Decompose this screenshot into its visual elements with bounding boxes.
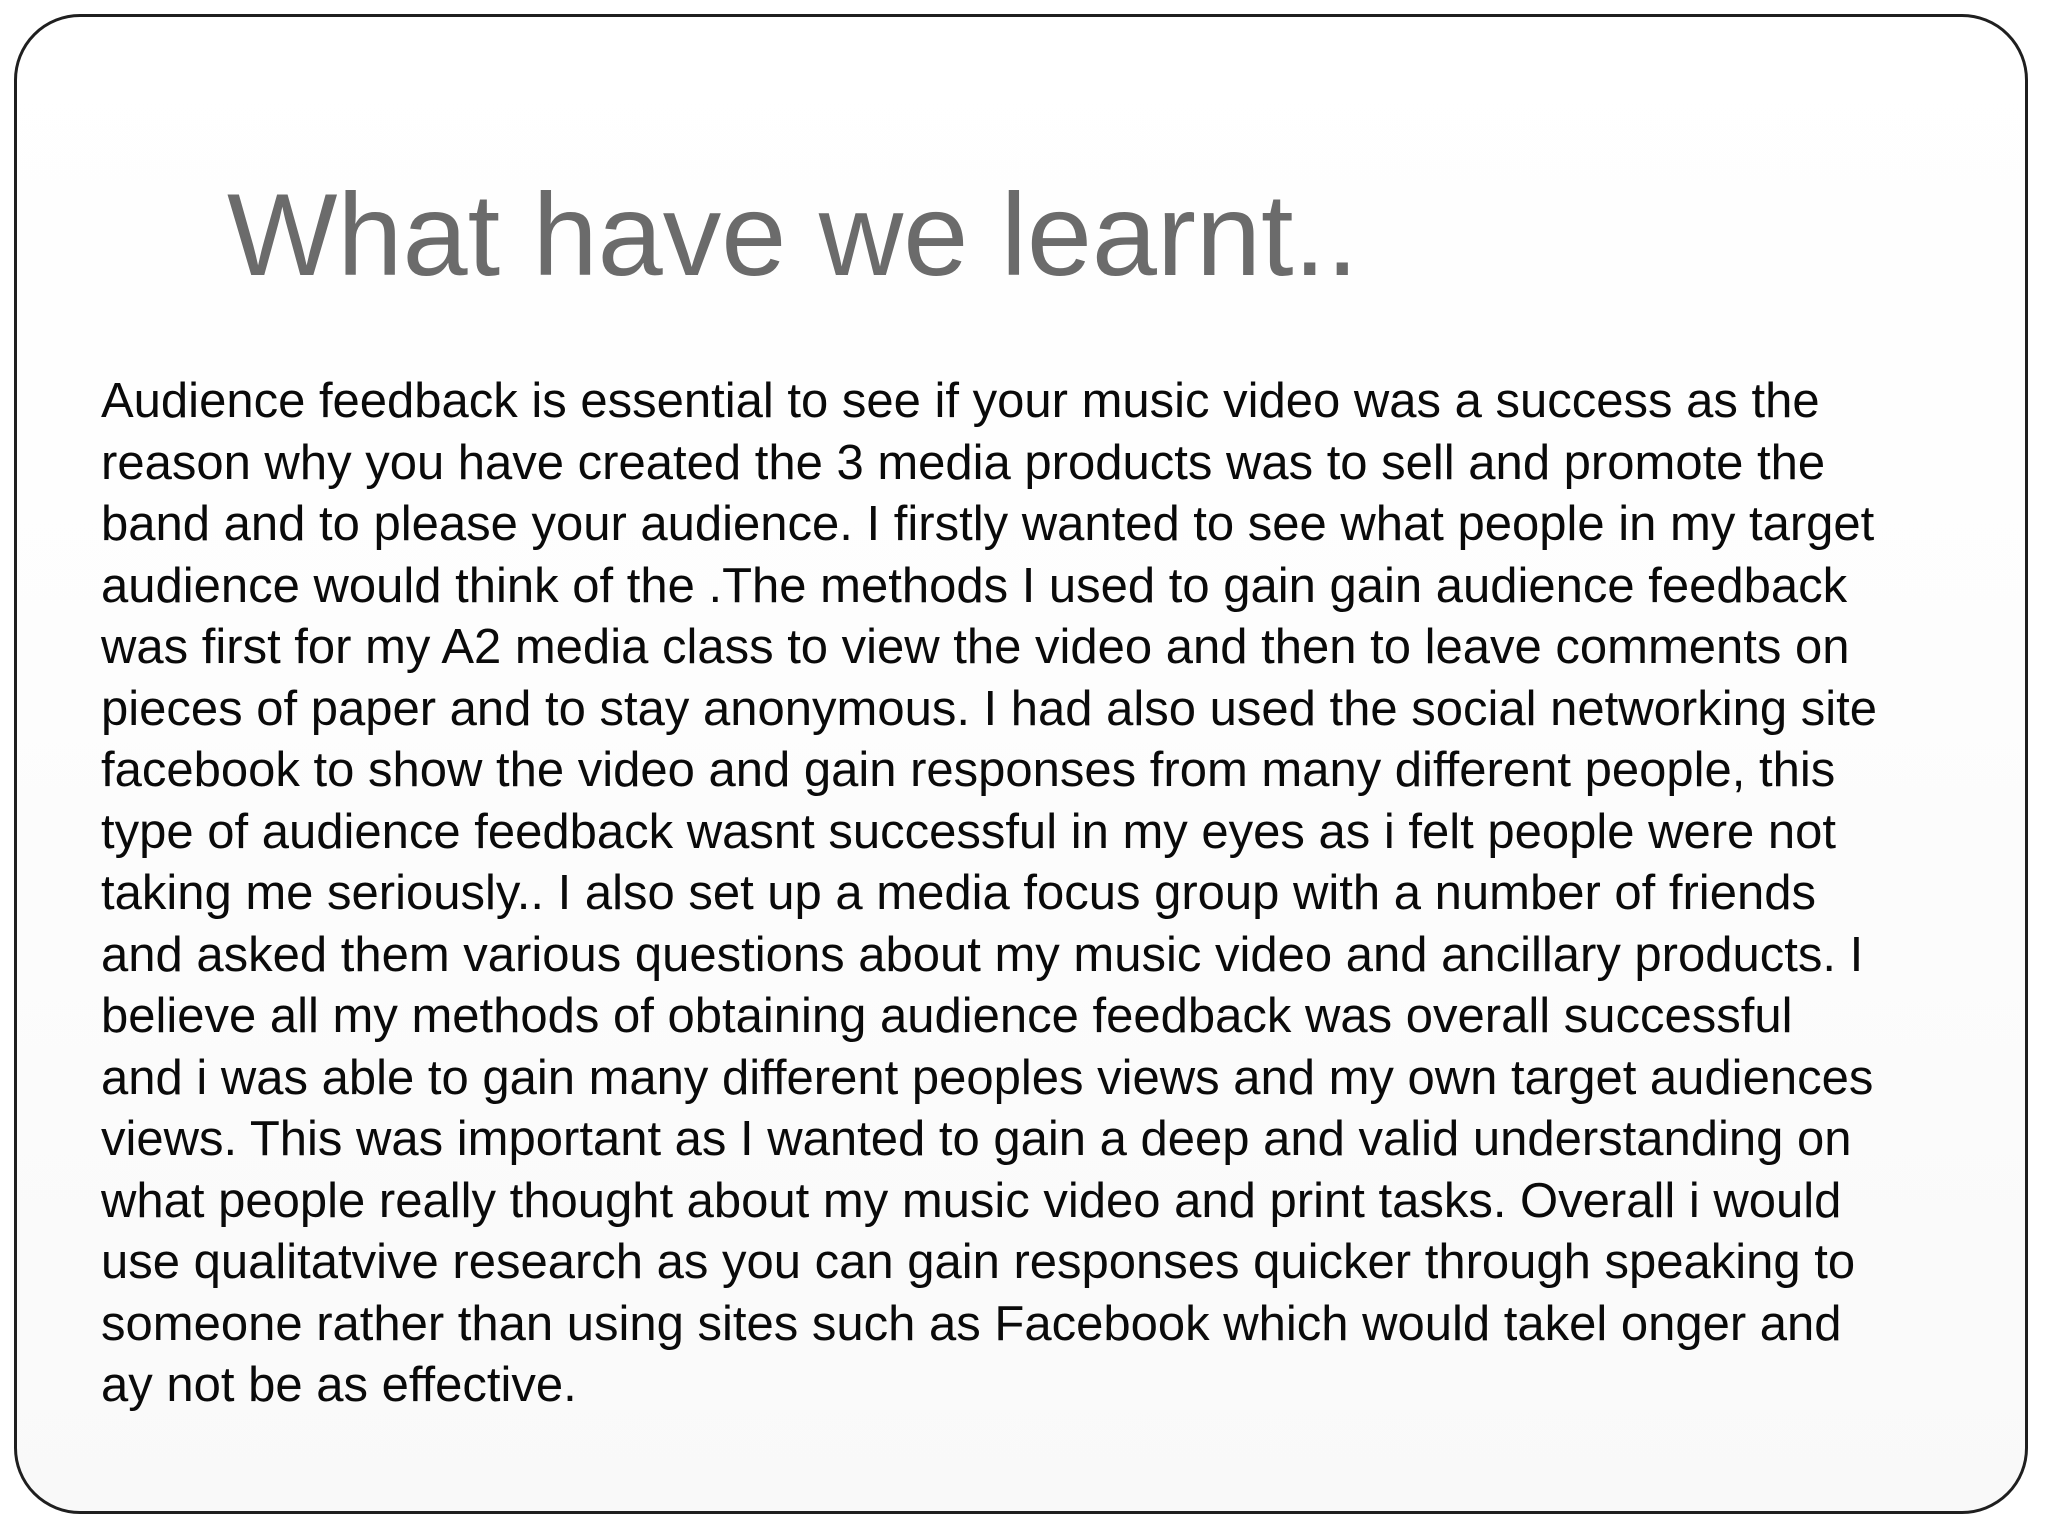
body-line: band and to please your audience. I firstly wanted to see what people in my target [101,497,1875,551]
body-line: audience would think of the .The methods I used to gain gain audience feedback [101,558,1848,613]
body-line: type of audience feedback wasnt successful in my eyes as i felt people were not [101,804,1837,859]
body-line: taking me seriously.. I also set up a media focus group with a number of friends [101,866,1816,920]
body-line: reason why you have created the 3 media products was to sell and promote the [101,435,1826,490]
body-line: someone rather than using sites such as Facebook which would takel onger and [101,1296,1842,1351]
body-line: facebook to show the video and gain responses from many different people, this [101,743,1836,797]
body-line: was first for my A2 media class to view the video and then to leave comments on [101,620,1850,674]
body-line: use qualitatvive research as you can gain responses quicker through speaking to [101,1235,1856,1289]
body-line: views. This was important as I wanted to gain a deep and valid understanding on [101,1112,1852,1166]
body-line: pieces of paper and to stay anonymous. I had also used the social networking site [101,681,1877,736]
slide-title: What have we learnt.. [227,169,1359,300]
body-line: what people really thought about my music video and print tasks. Overall i would [101,1173,1842,1228]
body-line: and asked them various questions about my music video and ancillary products. I [101,927,1864,982]
body-line: ay not be as effective. [101,1358,577,1412]
body-line: and i was able to gain many different peoples views and my own target audiences [101,1050,1874,1105]
slide-body-text [101,371,2001,1417]
body-line: Audience feedback is essential to see if your music video was a success as the [101,374,1820,428]
body-line: believe all my methods of obtaining audience feedback was overall successful [101,989,1793,1043]
